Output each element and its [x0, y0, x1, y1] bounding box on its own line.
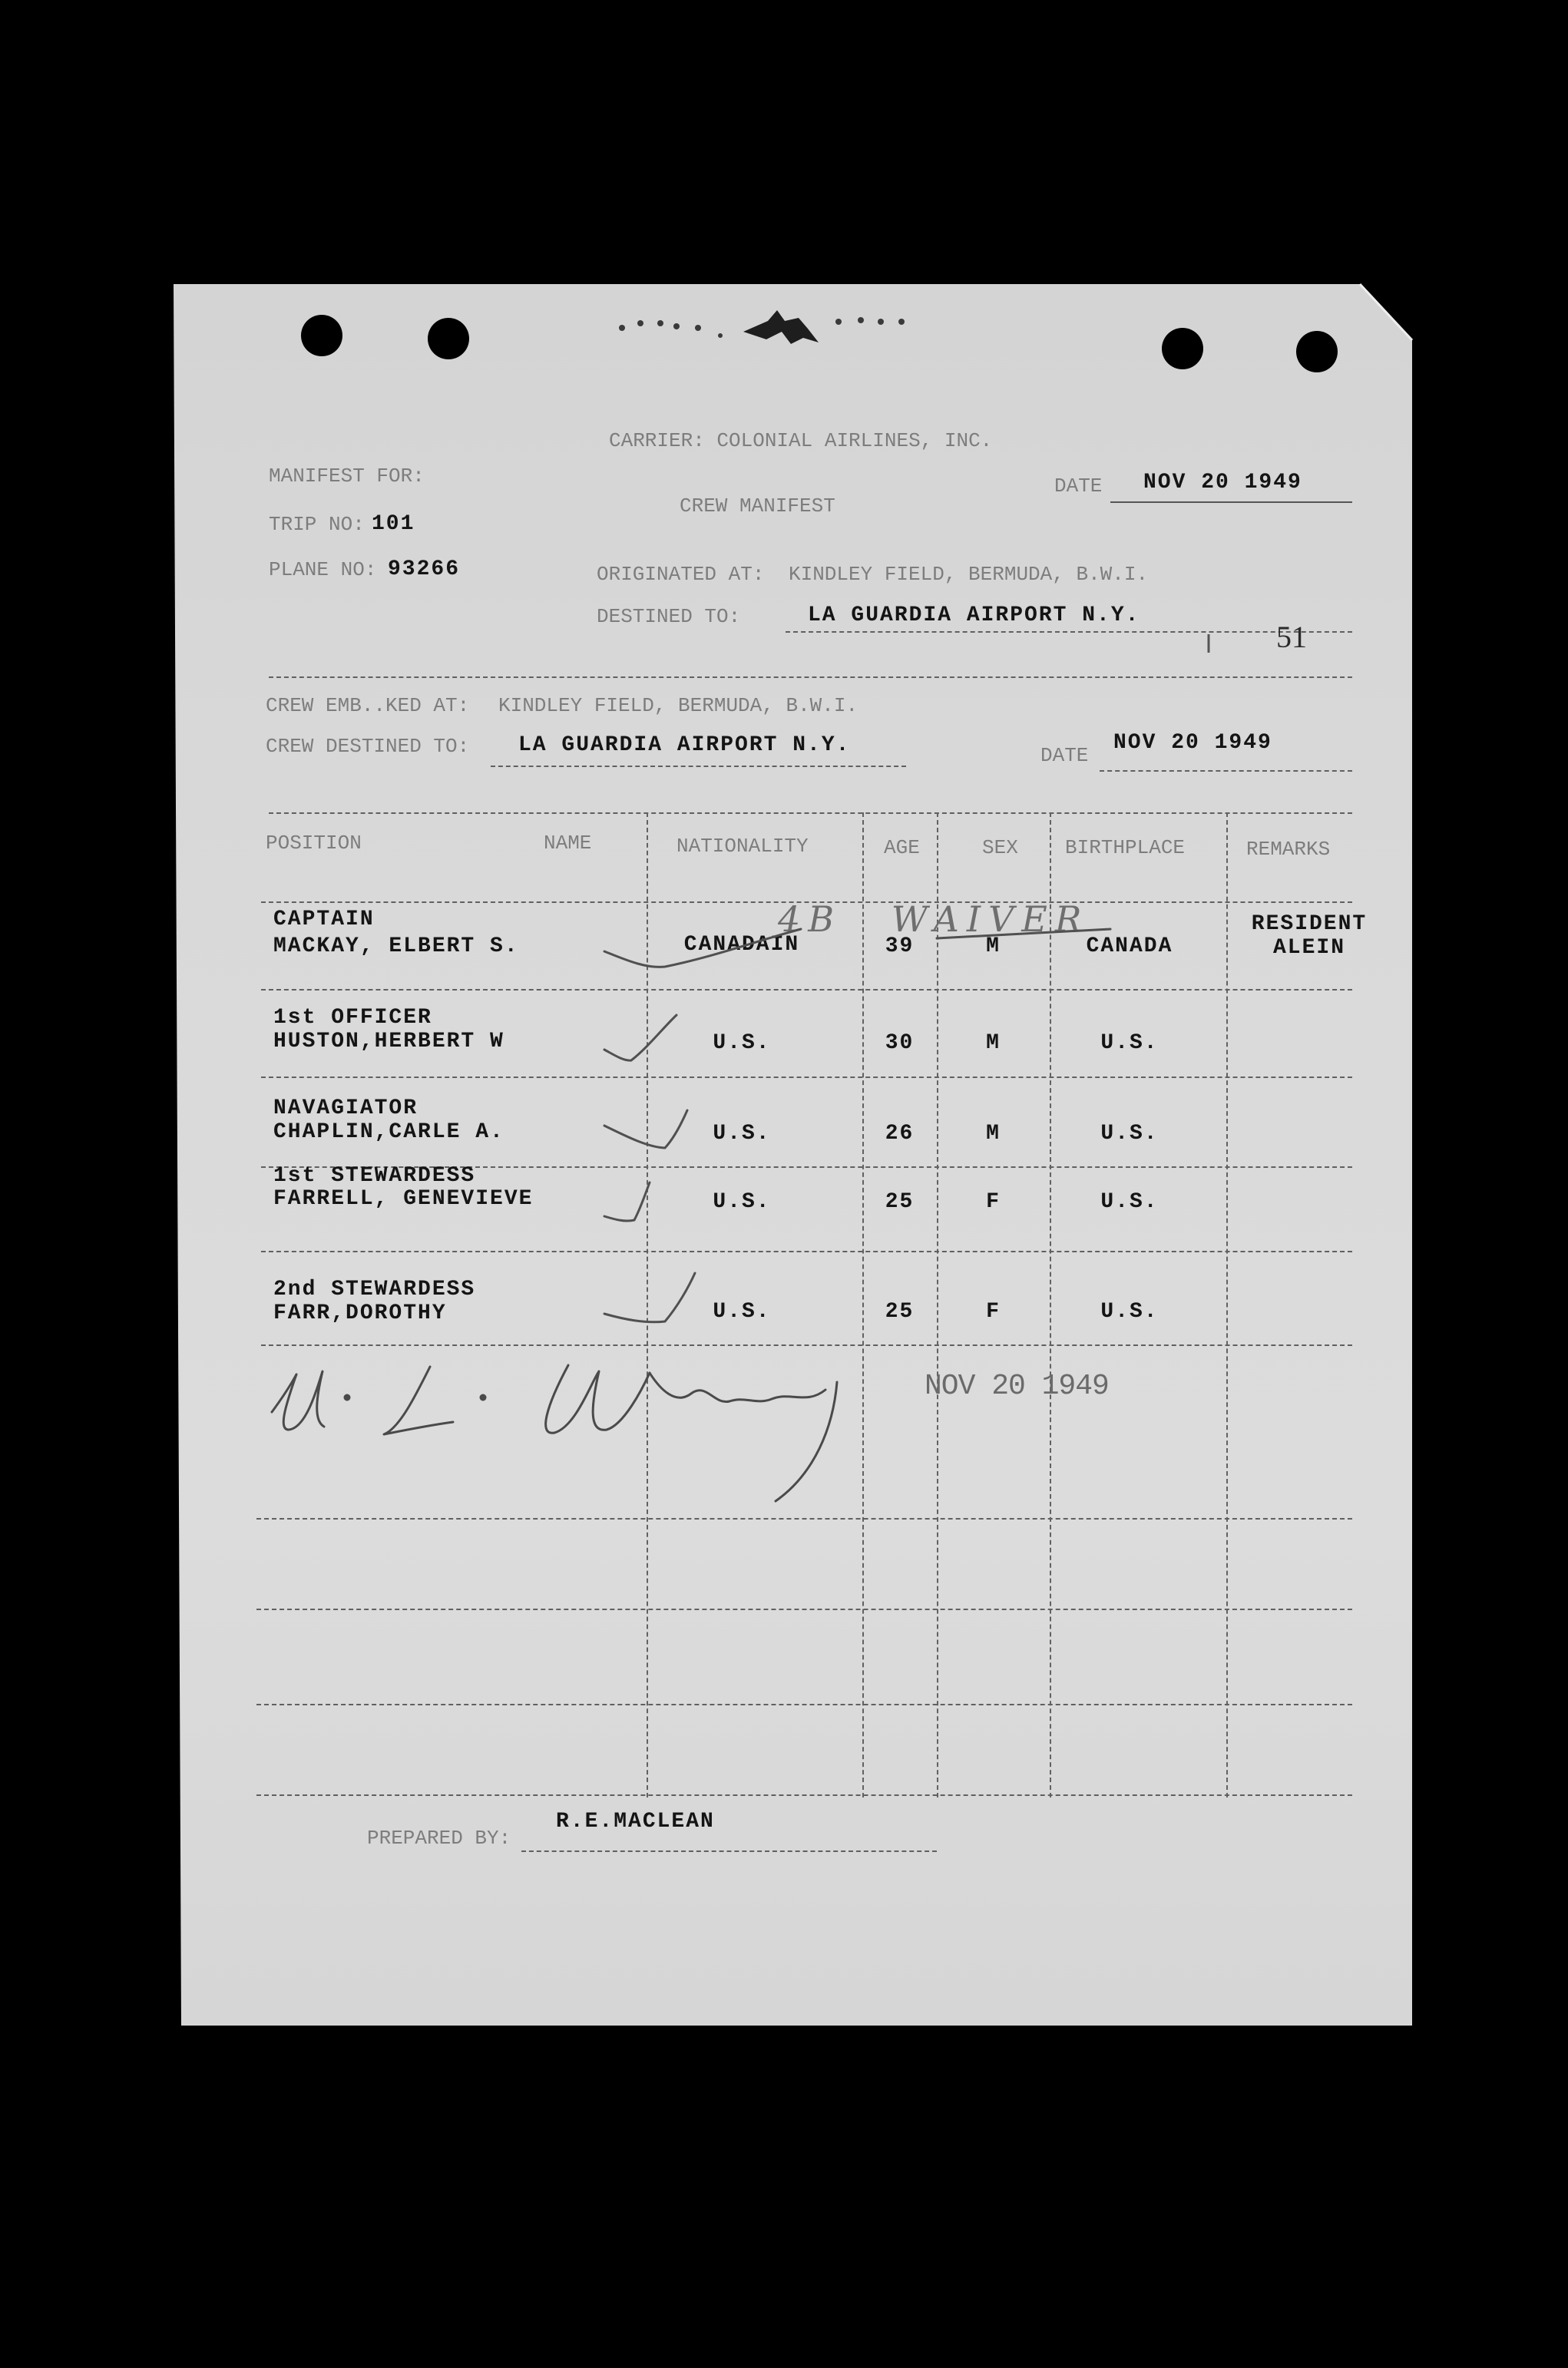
crew-name: CHAPLIN,CARLE A. — [273, 1120, 504, 1144]
crew-position: CAPTAIN — [273, 908, 375, 931]
plane-label: PLANE NO: — [269, 558, 377, 581]
crew-sex: M — [986, 934, 1001, 958]
crew-age: 39 — [885, 934, 915, 958]
crew-nationality: U.S. — [713, 1300, 771, 1324]
handwritten-waiver-note: 4B WAIVER — [778, 898, 1090, 940]
crew-sex: F — [986, 1300, 1001, 1324]
crew-age: 25 — [885, 1190, 915, 1214]
crew-age: 30 — [885, 1031, 915, 1055]
page-number: 51 — [1276, 620, 1307, 654]
crew-remarks-line2: ALEIN — [1272, 936, 1345, 960]
date-value: NOV 20 1949 — [1143, 471, 1302, 494]
trip-value: 101 — [372, 512, 415, 536]
crew-embarked-value: KINDLEY FIELD, BERMUDA, B.W.I. — [498, 694, 858, 717]
prepared-by-value: R.E.MACLEAN — [556, 1810, 715, 1834]
carrier-line: CARRIER: COLONIAL AIRLINES, INC. — [609, 429, 993, 452]
date-label: DATE — [1054, 475, 1103, 498]
crew-birthplace: U.S. — [1100, 1031, 1159, 1055]
scan-smudge — [743, 310, 819, 344]
check-mark — [604, 1015, 676, 1060]
check-mark — [604, 1273, 695, 1322]
crew-name: HUSTON,HERBERT W — [273, 1030, 504, 1053]
handwritten-signature — [272, 1365, 837, 1501]
crew-birthplace: U.S. — [1100, 1122, 1159, 1146]
crew-destined-value: LA GUARDIA AIRPORT N.Y. — [518, 733, 851, 757]
crew-age: 25 — [885, 1300, 915, 1324]
column-header-age: AGE — [884, 836, 920, 859]
crew-name: FARRELL, GENEVIEVE — [273, 1187, 534, 1211]
crew-date-value: NOV 20 1949 — [1113, 731, 1272, 755]
crew-date-label: DATE — [1040, 744, 1089, 767]
check-mark — [604, 1182, 650, 1221]
page-title: CREW MANIFEST — [680, 494, 835, 518]
crew-position: 1st STEWARDESS — [273, 1164, 476, 1188]
crew-nationality: U.S. — [713, 1122, 771, 1146]
column-header-birthplace: BIRTHPLACE — [1065, 836, 1186, 859]
crew-destined-label: CREW DESTINED TO: — [266, 735, 470, 758]
check-mark — [604, 1110, 687, 1148]
crew-birthplace: CANADA — [1086, 934, 1173, 958]
originated-label: ORIGINATED AT: — [597, 563, 765, 586]
column-header-nationality: NATIONALITY — [676, 835, 809, 858]
crew-sex: M — [986, 1031, 1001, 1055]
column-header-remarks: REMARKS — [1246, 838, 1331, 861]
crew-nationality: U.S. — [713, 1190, 771, 1214]
crew-nationality: CANADAIN — [683, 933, 800, 957]
crew-name: MACKAY, ELBERT S. — [273, 934, 519, 958]
crew-position: NAVAGIATOR — [273, 1096, 418, 1120]
column-header-sex: SEX — [982, 836, 1018, 859]
crew-embarked-label: CREW EMB..KED AT: — [266, 694, 470, 717]
plane-value: 93266 — [388, 557, 461, 581]
originated-value: KINDLEY FIELD, BERMUDA, B.W.I. — [789, 563, 1149, 586]
crew-birthplace: U.S. — [1100, 1300, 1159, 1324]
crew-sex: F — [986, 1190, 1001, 1214]
crew-sex: M — [986, 1122, 1001, 1146]
crew-nationality: U.S. — [713, 1031, 771, 1055]
check-mark — [604, 929, 801, 967]
prepared-by-label: PREPARED BY: — [367, 1827, 511, 1850]
crew-position: 1st OFFICER — [273, 1006, 432, 1030]
crew-remarks-line1: RESIDENT — [1251, 912, 1368, 936]
column-header-name: NAME — [544, 832, 592, 855]
column-header-position: POSITION — [266, 832, 362, 855]
date-stamp: NOV 20 1949 — [925, 1370, 1109, 1403]
crew-birthplace: U.S. — [1100, 1190, 1159, 1214]
manifest-for-label: MANIFEST FOR: — [269, 465, 425, 488]
destined-label: DESTINED TO: — [597, 605, 741, 628]
trip-label: TRIP NO: — [269, 513, 365, 536]
crew-age: 26 — [885, 1122, 915, 1146]
folded-corner — [1360, 284, 1412, 340]
crew-name: FARR,DOROTHY — [273, 1301, 447, 1325]
crew-position: 2nd STEWARDESS — [273, 1278, 476, 1301]
destined-value: LA GUARDIA AIRPORT N.Y. — [808, 604, 1140, 627]
handwritten-underline — [937, 929, 1110, 938]
